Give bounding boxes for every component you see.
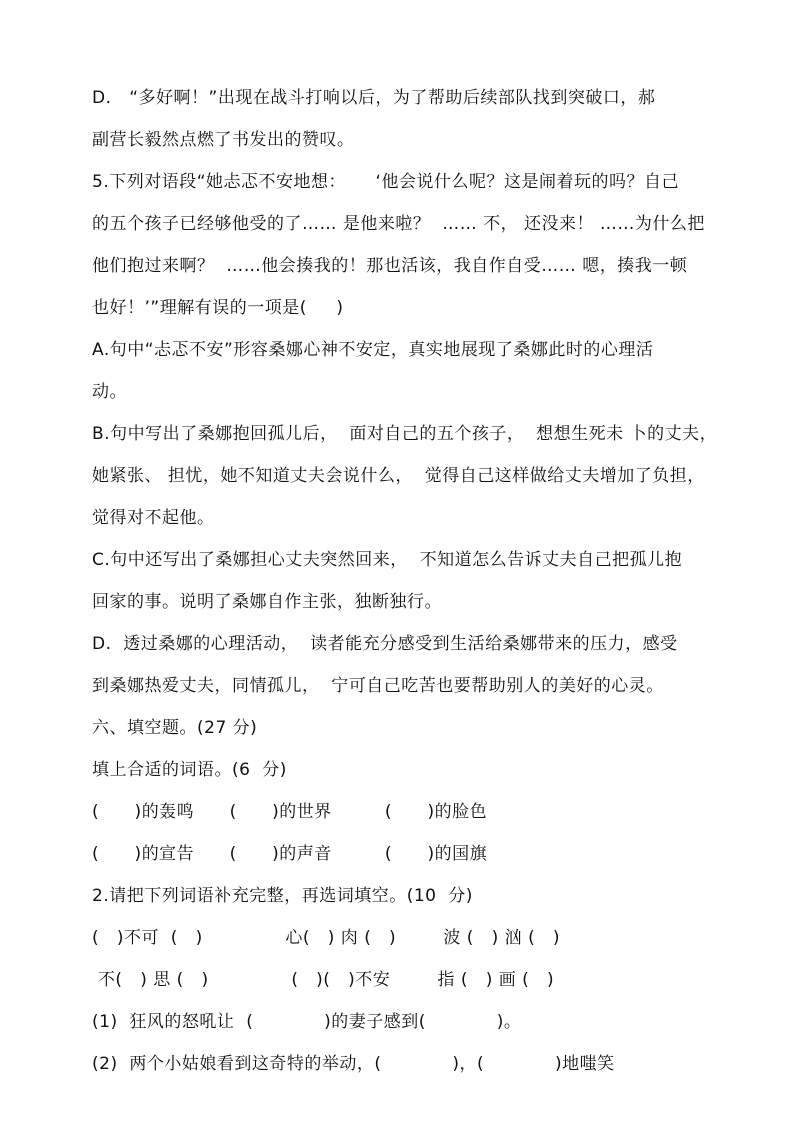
q1-title: 填上合适的词语。(6 分)	[92, 760, 287, 780]
q5-stem-line-2: 的五个孩子已经够他受的了…… 是他来啦？ …… 不， 还没来！ ……为什么把	[92, 214, 705, 234]
q5-option-a-line-2: 动。	[92, 382, 127, 402]
q5-stem-line-3: 他们抱过来啊？ ……他会揍我的！那也活该，我自作自受…… 嗯，揍我一顿	[92, 256, 688, 276]
q4-option-d-line-1: D. “多好啊！”出现在战斗打响以后，为了帮助后续部队找到突破口，郝	[92, 88, 656, 108]
q5-option-d-line-1: D. 透过桑娜的心理活动， 读者能充分感受到生活给桑娜带来的压力，感受	[92, 634, 678, 654]
q5-option-b-line-1: B.句中写出了桑娜抱回孤儿后， 面对自己的五个孩子， 想想生死未 卜的丈夫，	[92, 424, 718, 444]
q4-option-d-line-2: 副营长毅然点燃了书发出的赞叹。	[92, 130, 355, 150]
q5-option-c-line-2: 回家的事。说明了桑娜自作主张，独断独行。	[92, 592, 442, 612]
q2-idiom-row-2: 不( ) 思 ( ) ( )( )不安 指 ( ) 画 ( )	[92, 970, 555, 990]
q5-option-b-line-2: 她紧张、 担忧，她不知道丈夫会说什么， 觉得自己这样做给丈夫增加了负担，	[92, 466, 705, 486]
q5-stem-line-4: 也好！’”理解有误的一项是( )	[92, 298, 344, 318]
q5-option-b-line-3: 觉得对不起他。	[92, 508, 215, 528]
q2-idiom-row-1: ( )不可 ( ) 心( ) 肉 ( ) 波 ( ) 汹 ( )	[92, 928, 561, 948]
q5-stem-line-1: 5.下列对语段“她忐忑不安地想： ‘他会说什么呢？这是闹着玩的吗？自己	[92, 172, 679, 192]
q5-option-d-line-2: 到桑娜热爱丈夫，同情孤儿， 宁可自己吃苦也要帮助别人的美好的心灵。	[92, 676, 664, 696]
q1-blank-row-2: ( )的宣告 ( )的声音 ( )的国旗	[92, 844, 488, 864]
q2-sentence-2: (2) 两个小姑娘看到这奇特的举动，( )，( )地嗤笑	[92, 1054, 615, 1074]
section-6-heading: 六、填空题。(27 分)	[92, 718, 258, 738]
q2-title: 2.请把下列词语补充完整，再选词填空。(10 分)	[92, 886, 473, 906]
q2-sentence-1: (1) 狂风的怒吼让 ( )的妻子感到( )。	[92, 1012, 522, 1032]
q1-blank-row-1: ( )的轰鸣 ( )的世界 ( )的脸色	[92, 802, 488, 822]
q5-option-a-line-1: A.句中“忐忑不安”形容桑娜心神不安定，真实地展现了桑娜此时的心理活	[92, 340, 654, 360]
q5-option-c-line-1: C.句中还写出了桑娜担心丈夫突然回来， 不知道怎么告诉丈夫自己把孤儿抱	[92, 550, 683, 570]
